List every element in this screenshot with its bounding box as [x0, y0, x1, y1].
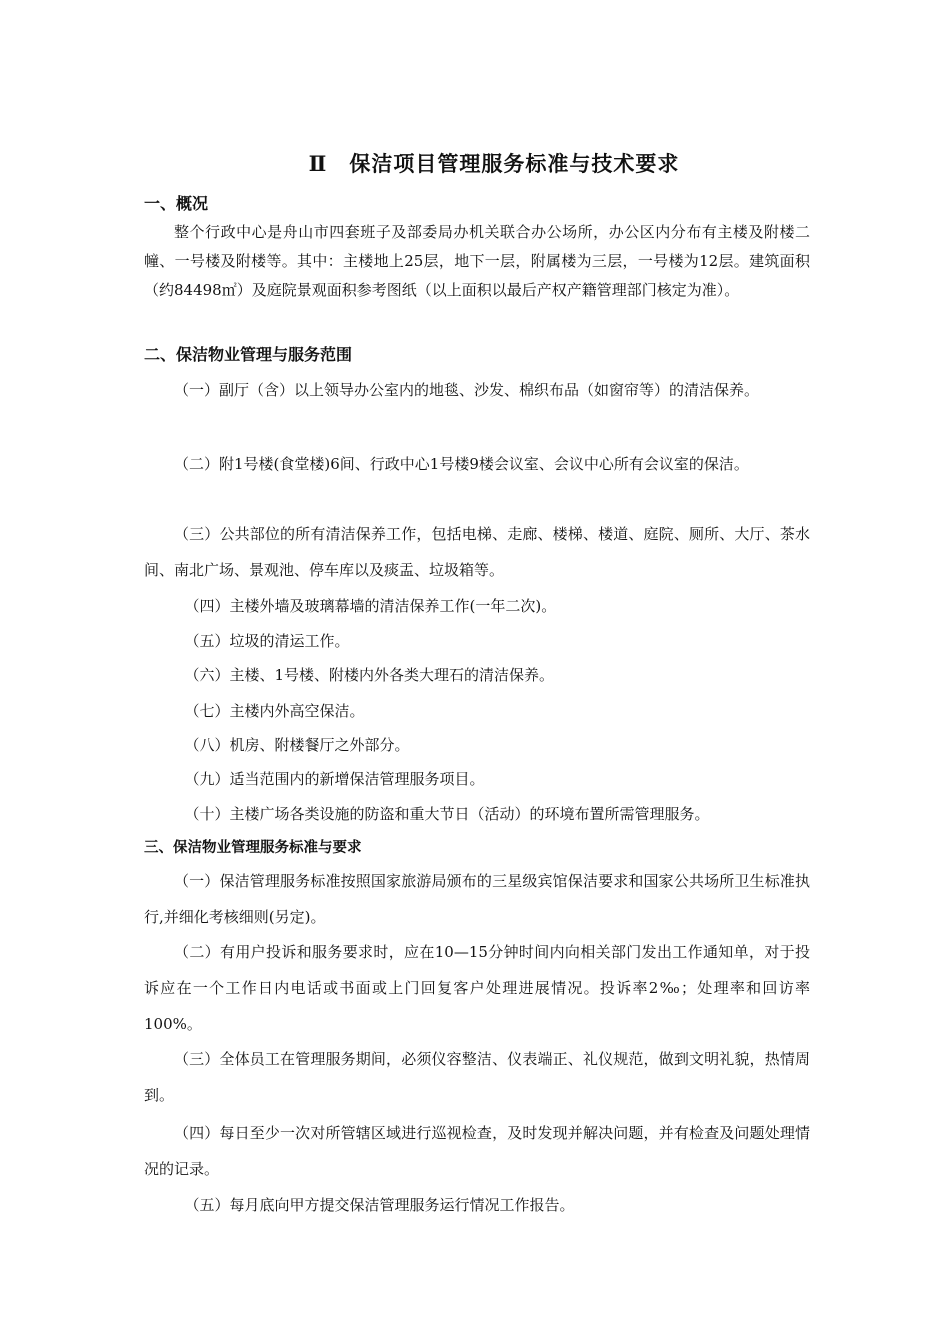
overview-paragraph: 整个行政中心是舟山市四套班子及部委局办机关联合办公场所，办公区内分布有主楼及附楼二幢、一号楼及附楼等。其中：主楼地上25层，地下一层，附属楼为三层，一号楼为12层。建筑面积（约84498㎡）及庭院景观面积参考图纸（以上面积以最后产权产籍管理部门核定为准）。: [144, 223, 810, 299]
title-text: 保洁项目管理服务标准与技术要求: [349, 151, 680, 176]
scope-item: （四）主楼外墙及玻璃幕墙的清洁保养工作(一年二次)。: [184, 597, 557, 615]
standard-item: （四）每日至少一次对所管辖区域进行巡视检查，及时发现并解决问题，并有检查及问题处理情况的记录。: [144, 1124, 810, 1178]
title-number: Ⅱ: [308, 151, 328, 176]
section-heading-scope: 二、保洁物业管理与服务范围: [144, 345, 353, 364]
scope-item: （九）适当范围内的新增保洁管理服务项目。: [184, 770, 485, 788]
scope-item: （七）主楼内外高空保洁。: [184, 702, 365, 720]
scope-item: （二）附1号楼(食堂楼)6间、行政中心1号楼9楼会议室、会议中心所有会议室的保洁。: [174, 455, 749, 473]
scope-item: （六）主楼、1号楼、附楼内外各类大理石的清洁保养。: [184, 666, 555, 684]
standard-item: （三）全体员工在管理服务期间，必须仪容整洁、仪表端正、礼仪规范，做到文明礼貌，热情周到。: [144, 1050, 810, 1104]
section-heading-overview: 一、概况: [144, 194, 209, 213]
section-heading-standards: 三、保洁物业管理服务标准与要求: [144, 839, 362, 856]
scope-item: （八）机房、附楼餐厅之外部分。: [184, 736, 410, 754]
standard-item: （二）有用户投诉和服务要求时，应在10—15分钟时间内向相关部门发出工作通知单，对于投诉应在一个工作日内电话或书面或上门回复客户处理进展情况。投诉率2‰；处理率和回访率100%。: [144, 943, 810, 1033]
scope-item: （一）副厅（含）以上领导办公室内的地毯、沙发、棉织布品（如窗帘等）的清洁保养。: [174, 381, 760, 399]
scope-item: （五）垃圾的清运工作。: [184, 632, 350, 650]
scope-item: （三）公共部位的所有清洁保养工作，包括电梯、走廊、楼梯、楼道、庭院、厕所、大厅、茶水间、南北广场、景观池、停车库以及痰盂、垃圾箱等。: [144, 525, 810, 579]
page-title: [144, 148, 844, 178]
standard-item: （五）每月底向甲方提交保洁管理服务运行情况工作报告。: [184, 1196, 575, 1214]
standard-item: （一）保洁管理服务标准按照国家旅游局颁布的三星级宾馆保洁要求和国家公共场所卫生标准执行,并细化考核细则(另定)。: [144, 872, 810, 926]
scope-item: （十）主楼广场各类设施的防盗和重大节日（活动）的环境布置所需管理服务。: [184, 805, 710, 823]
